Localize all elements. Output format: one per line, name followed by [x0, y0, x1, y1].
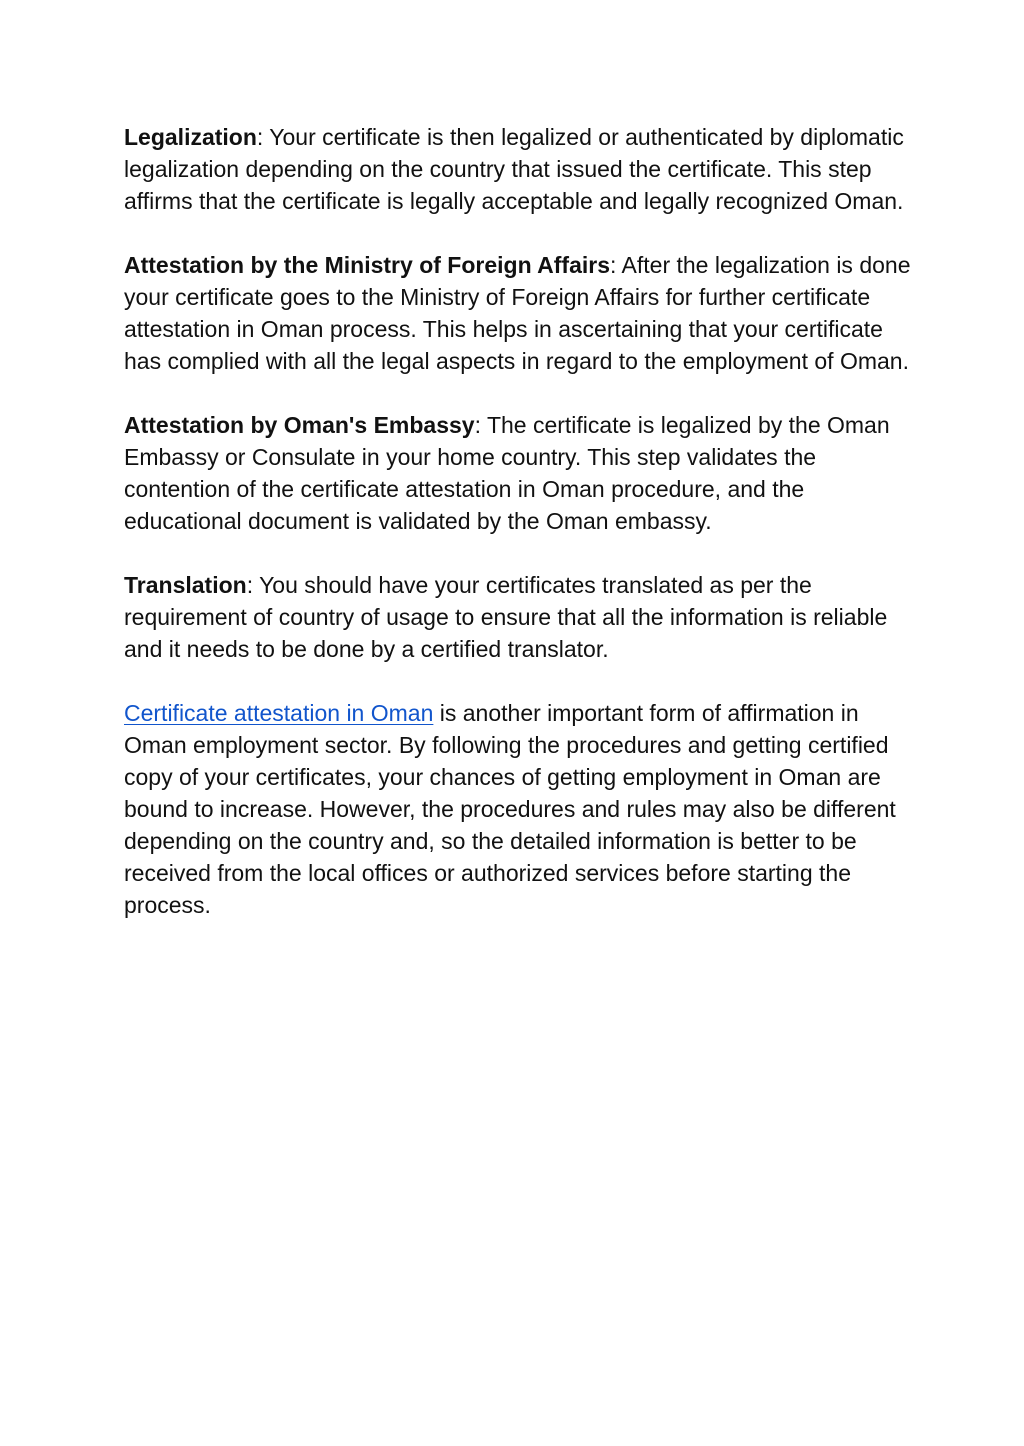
paragraph-ministry-attestation: [124, 249, 914, 377]
term-embassy-attestation: Attestation by Oman's Embassy: [124, 412, 475, 438]
term-translation: Translation: [124, 572, 247, 598]
document-body: [124, 121, 914, 953]
paragraph-embassy-attestation: [124, 409, 914, 537]
paragraph-closing: [124, 697, 914, 921]
term-legalization: Legalization: [124, 124, 257, 150]
paragraph-text: : You should have your certificates translated as per the requirement of country of usage to ensure that all the information is reliable and it needs to be done by a certified translator.: [124, 572, 888, 662]
paragraph-text: : The certificate is legalized by the Oman Embassy or Consulate in your home country. This step validates the contention of the certificate attestation in Oman procedure, and the educational document is validated by the Oman embassy.: [124, 412, 890, 534]
paragraph-legalization: [124, 121, 914, 217]
certificate-attestation-link[interactable]: Certificate attestation in Oman: [124, 700, 434, 726]
paragraph-translation: [124, 569, 914, 665]
term-ministry-attestation: Attestation by the Ministry of Foreign Affairs: [124, 252, 611, 278]
paragraph-text: : After the legalization is done your certificate goes to the Ministry of Foreign Affairs for further certificate attestation in Oman process. This helps in ascertaining that your certificate has complied with all the legal aspects in regard to the employment of Oman.: [124, 252, 911, 374]
paragraph-text: is another important form of affirmation in Oman employment sector. By following the procedures and getting certified copy of your certificates, your chances of getting employment in Oman are bound to increase. However, the procedures and rules may also be different depending on the country and, so the detailed information is better to be received from the local offices or authorized services before starting the process.: [124, 700, 896, 918]
paragraph-text: : Your certificate is then legalized or authenticated by diplomatic legalization depending on the country that issued the certificate. This step affirms that the certificate is legally acceptable and legally recognized Oman.: [124, 124, 904, 214]
